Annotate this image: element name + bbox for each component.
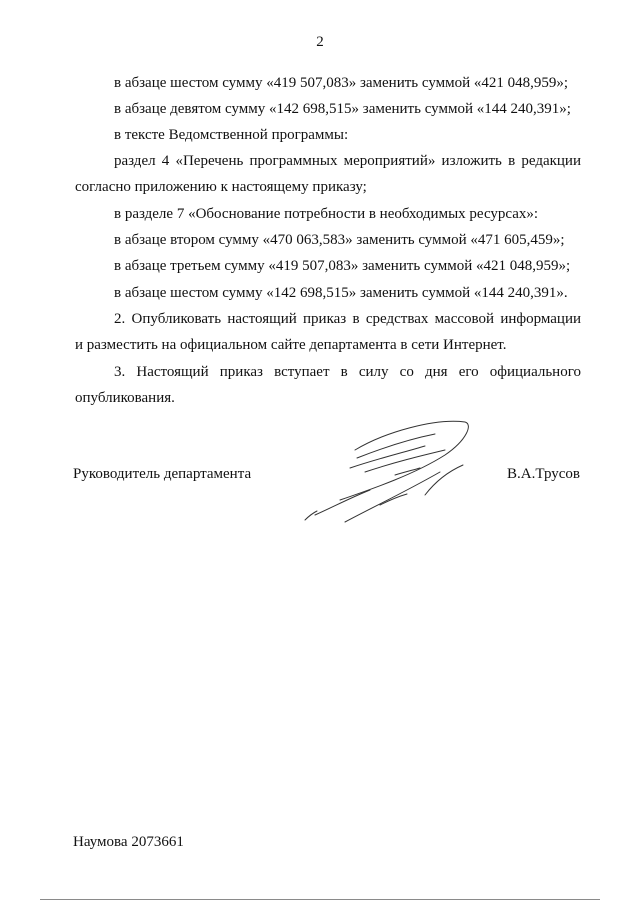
paragraph-line-9: в абзаце шестом сумму «142 698,515» заменить суммой «144 240,391». <box>114 285 568 301</box>
signatory-name: В.А.Трусов <box>507 466 580 482</box>
paragraph-line-2: в абзаце девятом сумму «142 698,515» заменить суммой «144 240,391»; <box>114 101 571 117</box>
paragraph-line-10: 2. Опубликовать настоящий приказ в средствах массовой информации <box>114 311 581 327</box>
executor-note: Наумова 2073661 <box>73 834 184 850</box>
paragraph-line-11: и разместить на официальном сайте департамента в сети Интернет. <box>75 337 507 353</box>
paragraph-line-6: в разделе 7 «Обоснование потребности в необходимых ресурсах»: <box>114 206 539 222</box>
paragraph-line-7: в абзаце втором сумму «470 063,583» заменить суммой «471 605,459»; <box>114 232 565 248</box>
bottom-rule <box>40 899 600 900</box>
signatory-title: Руководитель департамента <box>73 466 252 482</box>
paragraph-line-8: в абзаце третьем сумму «419 507,083» заменить суммой «421 048,959»; <box>114 258 571 274</box>
handwritten-signature <box>295 410 485 535</box>
paragraph-line-12: 3. Настоящий приказ вступает в силу со дня его официального <box>114 364 581 380</box>
page-number: 2 <box>316 34 324 50</box>
paragraph-line-5: согласно приложению к настоящему приказу; <box>75 179 367 195</box>
paragraph-line-1: в абзаце шестом сумму «419 507,083» заменить суммой «421 048,959»; <box>114 75 569 91</box>
paragraph-line-4: раздел 4 «Перечень программных мероприятий» изложить в редакции <box>114 153 581 169</box>
paragraph-line-13: опубликования. <box>75 390 175 406</box>
paragraph-line-3: в тексте Ведомственной программы: <box>114 127 349 143</box>
